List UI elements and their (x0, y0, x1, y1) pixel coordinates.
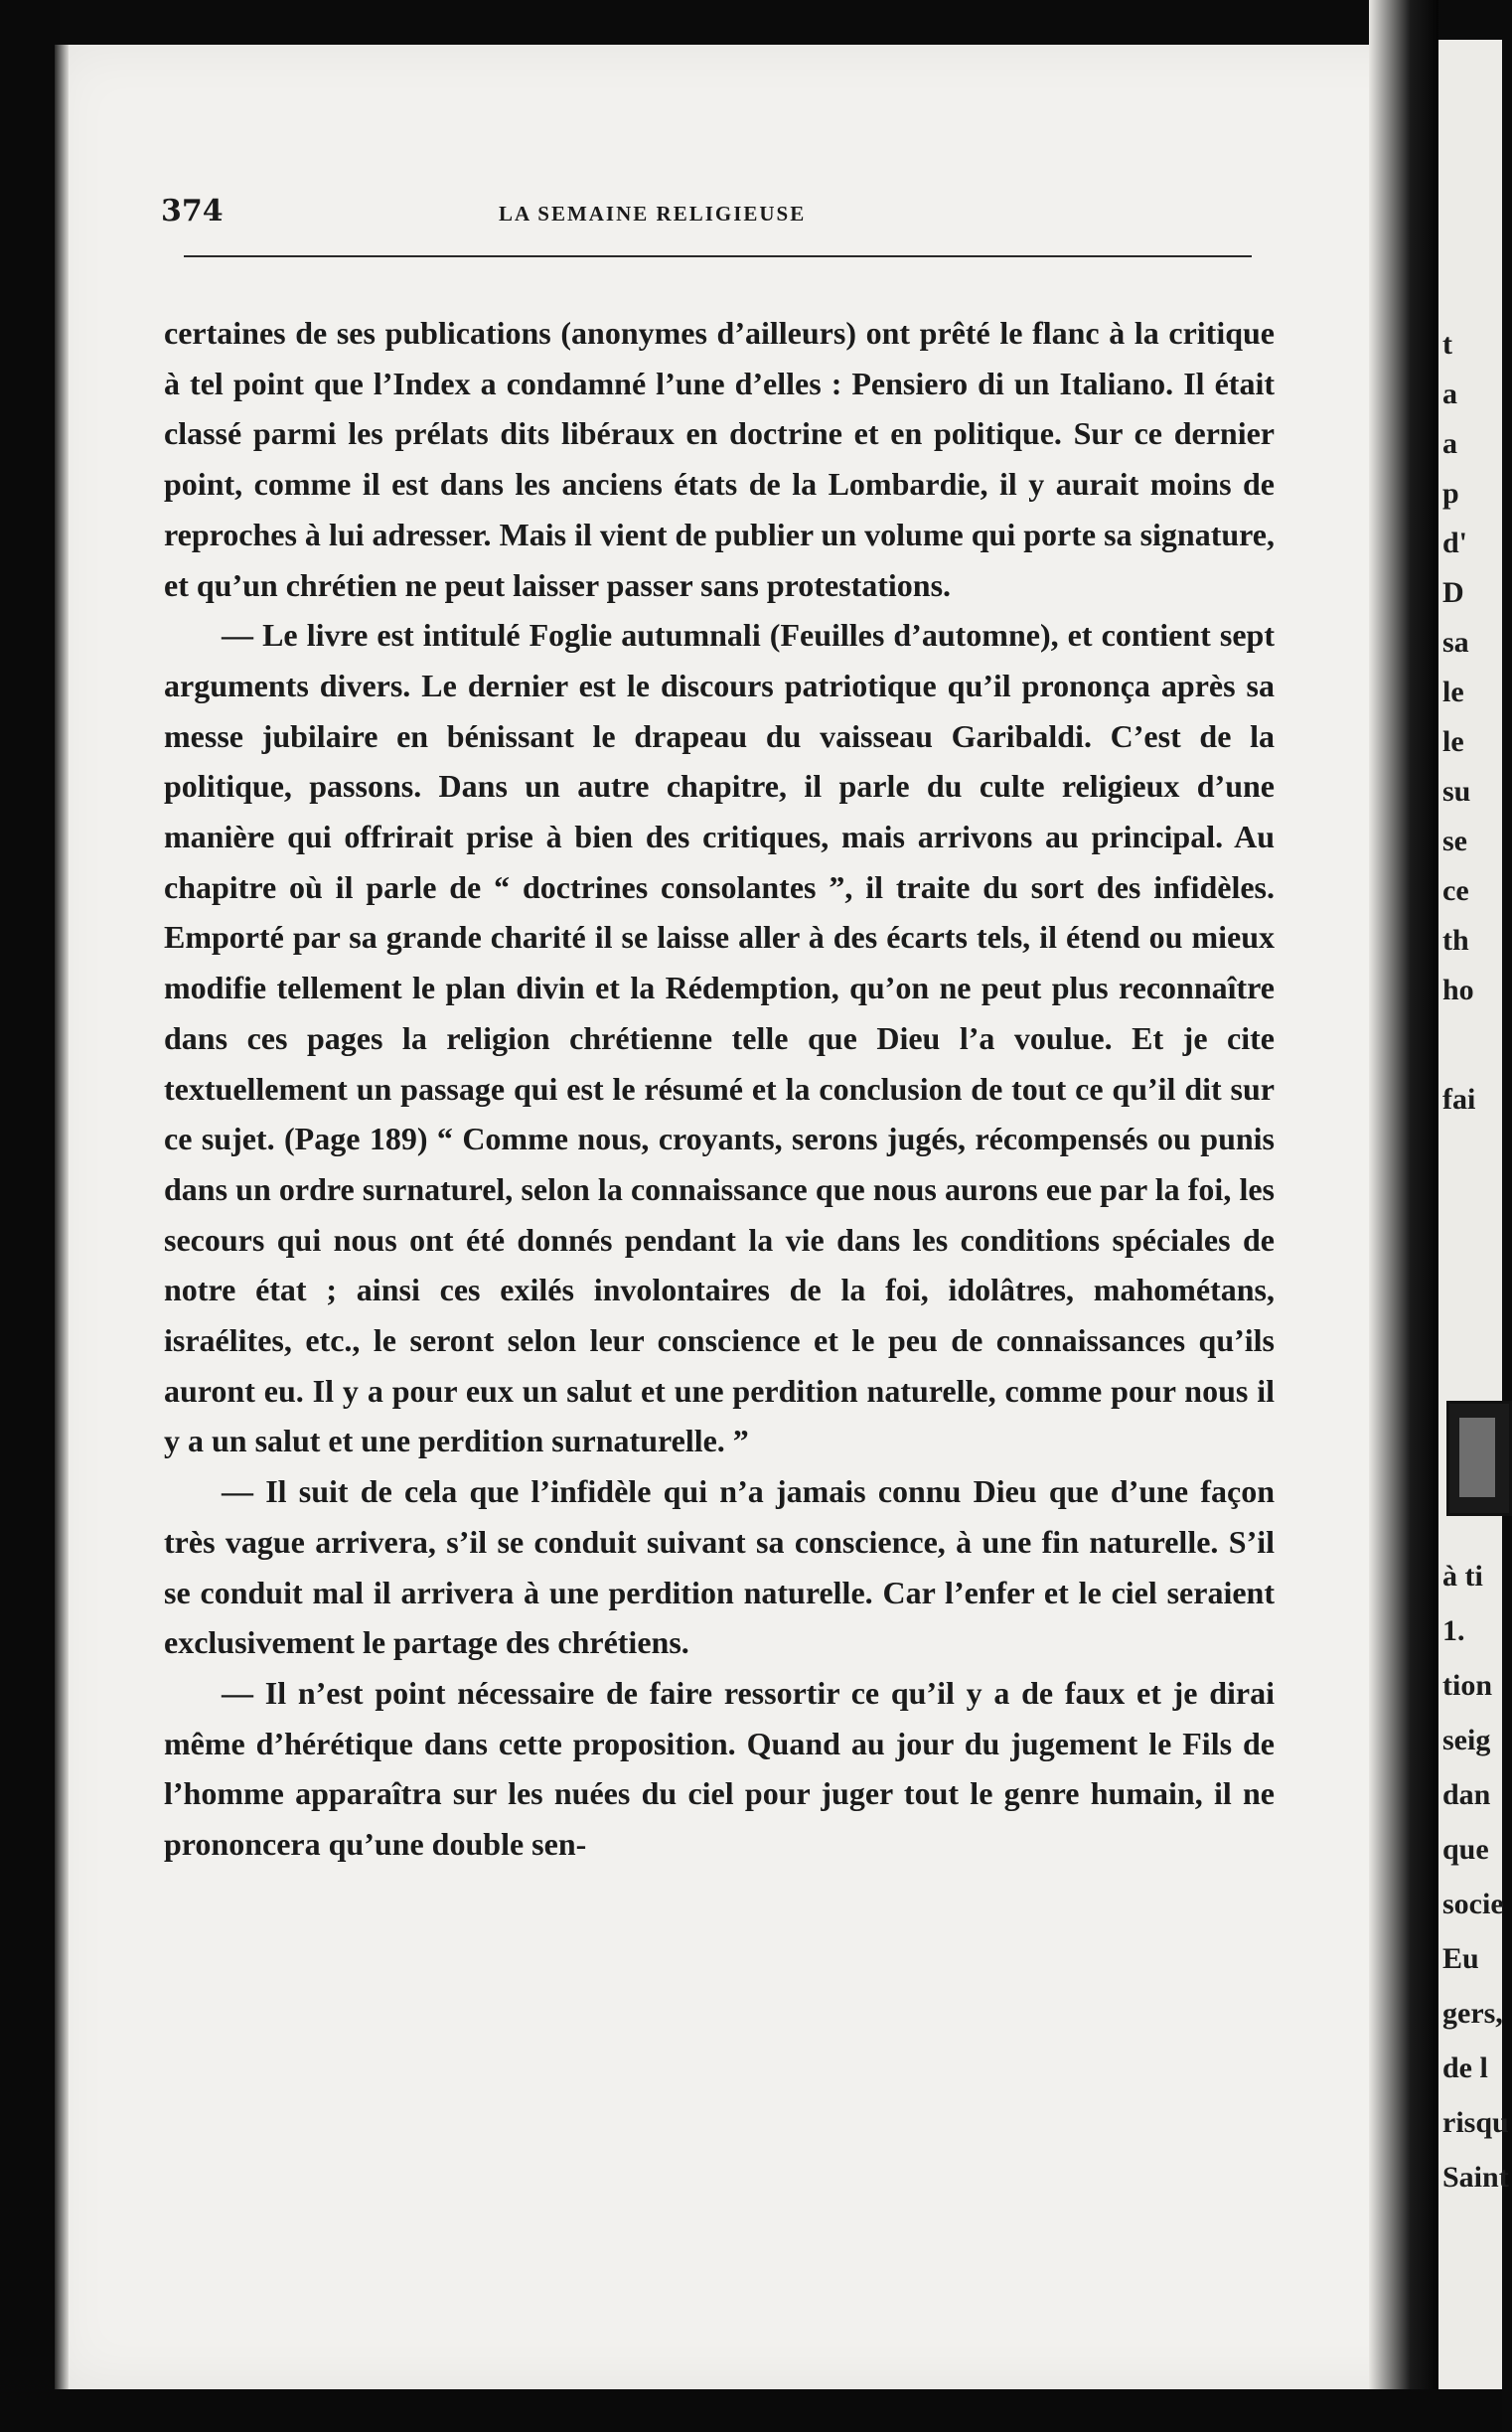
facing-line: de l (1442, 2052, 1488, 2084)
scan-bottom-margin (0, 2389, 1502, 2432)
facing-line: 1. (1442, 1614, 1465, 1647)
facing-line: fai (1442, 1083, 1476, 1116)
paragraph-1: certaines de ses publications (anonymes d’ailleurs) ont prêté le flanc à la critique à tel point que l’Index a condamné l’une d’elles : Pensiero di un Italiano. Il était classé parmi les prélats dits libéraux en doctrine et en politique. Sur ce dernier point, comme il est dans les anciens états de la Lombardie, il y aurait moins de reproches à lui adresser. Mais il vient de publier un volume qui porte sa signature, et qu’un chrétien ne peut laisser passer sans protestations. (164, 315, 1275, 603)
page-edge (55, 45, 69, 2389)
facing-line: Saint (1442, 2161, 1509, 2194)
facing-line: sa (1442, 626, 1469, 659)
facing-line: seig (1442, 1724, 1491, 1756)
drop-initial-letter (1459, 1418, 1495, 1497)
facing-line: à ti (1442, 1560, 1483, 1593)
body-text (164, 308, 1275, 1870)
page-number: 374 (161, 194, 224, 228)
facing-line: D (1442, 576, 1464, 609)
facing-line: risqu (1442, 2106, 1509, 2139)
facing-line: le (1442, 725, 1464, 758)
page-header (109, 149, 1262, 228)
facing-line: socie (1442, 1888, 1504, 1920)
paragraph-2: — Le livre est intitulé Foglie autumnali (Feuilles d’automne), et contient sept arguments divers. Le dernier est le discours patriotique qu’il prononça après sa messe jubilaire en bénissant le drapeau du vaisseau Garibaldi. C’est de la politique, passons. Dans un autre chapitre, il parle du culte religieux d’une manière qui offrirait prise à bien des critiques, mais arrivons au principal. Au chapitre où il parle de “ doctrines consolantes ”, il traite du sort des infidèles. Emporté par sa grande charité il se laisse aller à des écarts tels, il étend ou mieux modifie tellement le plan divin et la Rédemption, qu’on ne peut plus reconnaître dans ces pages la religion chrétienne telle que Dieu l’a voulue. Et je cite textuellement un passage qui est le résumé et la conclusion de tout ce qu’il dit sur ce sujet. (Page 189) “ Comme nous, croyants, serons jugés, récompensés ou punis dans un ordre surnaturel, selon la connaissance que nous aurons eue par la foi, les secours qui nous ont été donnés pendant la vie dans les conditions spéciales de notre état ; ainsi ces exilés involontaires de la foi, idolâtres, mahométans, israélites, etc., le seront selon leur conscience et le peu de connaissances qu’ils auront eu. Il y a pour eux un salut et une perdition naturelle, comme pour nous il y a un salut et une perdition surnaturelle. ” (164, 617, 1275, 1459)
paragraph-4: — Il n’est point nécessaire de faire ressortir ce qu’il y a de faux et je dirai même d’hérétique dans cette proposition. Quand au jour du jugement le Fils de l’homme apparaîtra sur les nuées du ciel pour juger tout le genre humain, il ne prononcera qu’une double sen- (164, 1674, 1275, 1863)
header-rule (184, 255, 1252, 257)
facing-line: que (1442, 1833, 1489, 1866)
facing-line: d' (1442, 527, 1468, 559)
facing-line: le (1442, 676, 1464, 708)
facing-line: a (1442, 378, 1457, 410)
facing-line: a (1442, 427, 1457, 460)
facing-line: tion (1442, 1669, 1493, 1702)
facing-line: gers, (1442, 1997, 1503, 2030)
paragraph-3: — Il suit de cela que l’infidèle qui n’a jamais connu Dieu que d’une façon très vague arrivera, s’il se conduit suivant sa conscience, à une fin naturelle. S’il se conduit mal il arrivera à une perdition naturelle. Car l’enfer et le ciel seraient exclusivement le partage des chrétiens. (164, 1473, 1275, 1661)
facing-line: p (1442, 477, 1459, 510)
facing-line: ho (1442, 974, 1474, 1006)
facing-line: th (1442, 924, 1469, 957)
facing-drop-initial (1446, 1401, 1512, 1516)
facing-line: dan (1442, 1778, 1491, 1811)
book-gutter (1369, 0, 1438, 2432)
facing-line: se (1442, 825, 1467, 857)
facing-line: su (1442, 775, 1471, 808)
facing-line: t (1442, 328, 1452, 361)
facing-page-fragment (1438, 40, 1509, 2394)
facing-line: ce (1442, 874, 1469, 907)
facing-line: Eu (1442, 1942, 1479, 1975)
scan-left-margin (0, 0, 60, 2432)
running-head: LA SEMAINE RELIGIEUSE (499, 202, 807, 226)
